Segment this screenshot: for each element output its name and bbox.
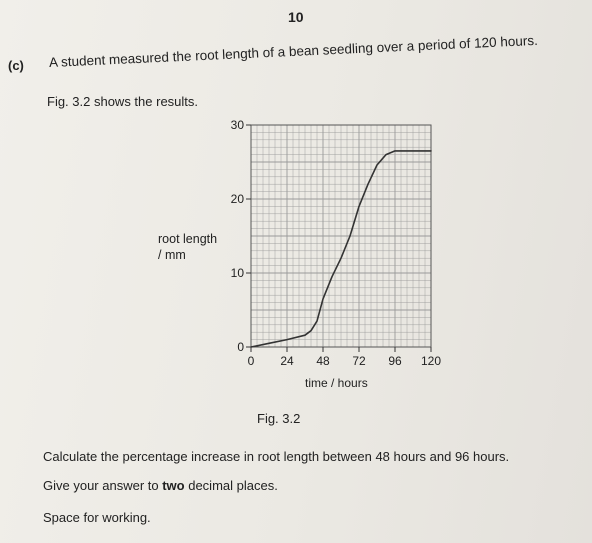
page-number: 10 [288, 9, 304, 25]
y-axis-label [158, 231, 217, 263]
figure-intro: Fig. 3.2 shows the results. [47, 94, 199, 109]
answer-instruction [43, 478, 278, 493]
x-tick-label: 120 [420, 354, 442, 368]
x-axis-label: time / hours [305, 376, 368, 390]
y-tick-label: 20 [230, 192, 244, 206]
y-tick-label: 10 [230, 266, 244, 280]
calculation-prompt: Calculate the percentage increase in root length between 48 hours and 96 hours. [43, 449, 510, 464]
figure-caption: Fig. 3.2 [257, 411, 301, 426]
x-tick-label: 24 [280, 354, 294, 368]
y-axis-label-line-2: / mm [158, 248, 186, 262]
x-tick-label: 0 [247, 354, 255, 368]
x-tick-label: 96 [388, 354, 402, 368]
x-tick-label: 48 [316, 354, 330, 368]
answer-instruction-bold: two [162, 478, 185, 493]
question-label: (c) [8, 58, 24, 73]
answer-instruction-pre: Give your answer to [43, 478, 163, 493]
y-tick-label: 0 [237, 340, 244, 354]
x-tick-label: 72 [352, 354, 366, 368]
question-text: A student measured the root length of a bean seedling over a period of 120 hours. [48, 32, 539, 70]
y-tick-label: 30 [230, 118, 244, 132]
working-label: Space for working. [43, 510, 151, 525]
y-axis-label-line-1: root length [158, 232, 218, 246]
answer-instruction-post: decimal places. [184, 478, 278, 493]
